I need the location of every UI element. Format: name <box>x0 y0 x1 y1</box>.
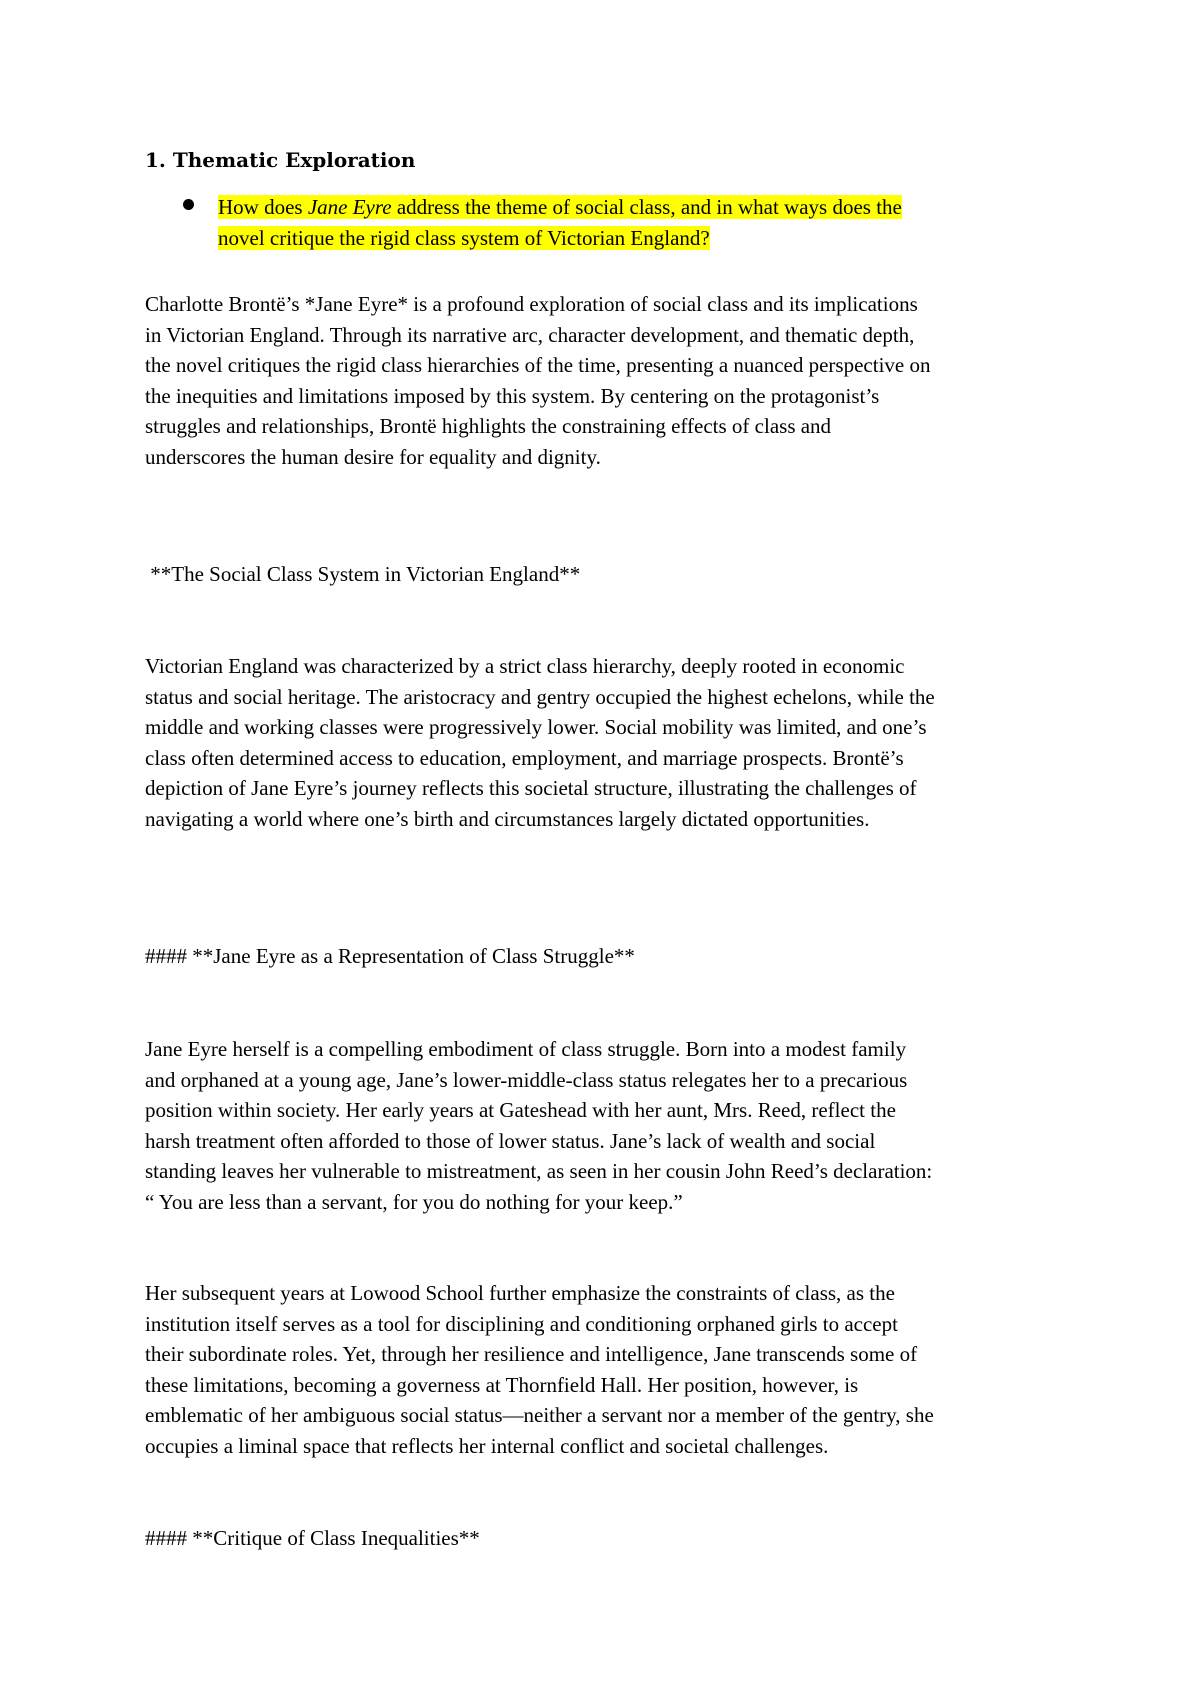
intro-line: Charlotte Brontë’s *Jane Eyre* is a profound exploration of social class and its implications <box>145 292 918 316</box>
paragraph-line: institution itself serves as a tool for disciplining and conditioning orphaned girls to accept <box>145 1311 898 1336</box>
section-heading: 1. Thematic Exploration <box>145 148 416 172</box>
intro-line: the novel critiques the rigid class hierarchies of the time, presenting a nuanced perspective on <box>145 353 931 377</box>
paragraph-line: emblematic of her ambiguous social status—neither a servant nor a member of the gentry, she <box>145 1403 934 1427</box>
intro-line: the inequities and limitations imposed by this system. By centering on the protagonist’s <box>145 383 880 408</box>
paragraph-line: middle and working classes were progressively lower. Social mobility was limited, and one’s <box>145 715 927 739</box>
paragraph-line: their subordinate roles. Yet, through her resilience and intelligence, Jane transcends some of <box>145 1342 918 1366</box>
section-title-social-class-system: **The Social Class System in Victorian England** <box>145 562 581 586</box>
question-text <box>218 192 1038 254</box>
paragraph-line: class often determined access to education, employment, and marriage prospects. Brontë’s <box>145 745 904 770</box>
paragraph-line: Victorian England was characterized by a strict class hierarchy, deeply rooted in economic <box>145 654 905 678</box>
bullet-icon <box>183 199 194 210</box>
paragraph-line: these limitations, becoming a governess at Thornfield Hall. Her position, however, is <box>145 1372 859 1397</box>
question-title-italic: Jane Eyre <box>307 195 392 219</box>
section-title-critique: #### **Critique of Class Inequalities** <box>145 1526 480 1550</box>
paragraph-line: Her subsequent years at Lowood School further emphasize the constraints of class, as the <box>145 1281 895 1305</box>
question-highlight-2: novel critique the rigid class system of Victorian England? <box>218 226 710 250</box>
social-class-system-paragraph <box>145 651 1065 834</box>
intro-line: struggles and relationships, Brontë highlights the constraining effects of class and <box>145 414 832 438</box>
question-part-after: address the theme of social class, and in what ways does the <box>391 195 902 219</box>
class-struggle-paragraph-1 <box>145 1034 1065 1217</box>
question-part-before: How does <box>218 195 308 219</box>
question-highlight-1 <box>218 195 902 219</box>
intro-line: underscores the human desire for equality and dignity. <box>145 444 601 469</box>
paragraph-line: Jane Eyre herself is a compelling embodiment of class struggle. Born into a modest family <box>145 1037 907 1061</box>
section-title-class-struggle: #### **Jane Eyre as a Representation of Class Struggle** <box>145 944 635 968</box>
paragraph-line: “ You are less than a servant, for you do nothing for your keep.” <box>145 1189 683 1214</box>
paragraph-line: navigating a world where one’s birth and circumstances largely dictated opportunities. <box>145 806 870 831</box>
intro-line: in Victorian England. Through its narrative arc, character development, and thematic depth, <box>145 322 915 347</box>
paragraph-line: depiction of Jane Eyre’s journey reflects this societal structure, illustrating the challenges of <box>145 776 917 800</box>
paragraph-line: position within society. Her early years at Gateshead with her aunt, Mrs. Reed, reflect the <box>145 1098 896 1122</box>
class-struggle-paragraph-2 <box>145 1278 1065 1461</box>
paragraph-line: status and social heritage. The aristocracy and gentry occupied the highest echelons, while the <box>145 684 935 709</box>
paragraph-line: standing leaves her vulnerable to mistreatment, as seen in her cousin John Reed’s declaration: <box>145 1159 933 1183</box>
paragraph-line: occupies a liminal space that reflects her internal conflict and societal challenges. <box>145 1433 829 1458</box>
paragraph-line: and orphaned at a young age, Jane’s lower-middle-class status relegates her to a precarious <box>145 1067 908 1092</box>
intro-paragraph <box>145 289 1065 472</box>
paragraph-line: harsh treatment often afforded to those of lower status. Jane’s lack of wealth and social <box>145 1128 876 1153</box>
